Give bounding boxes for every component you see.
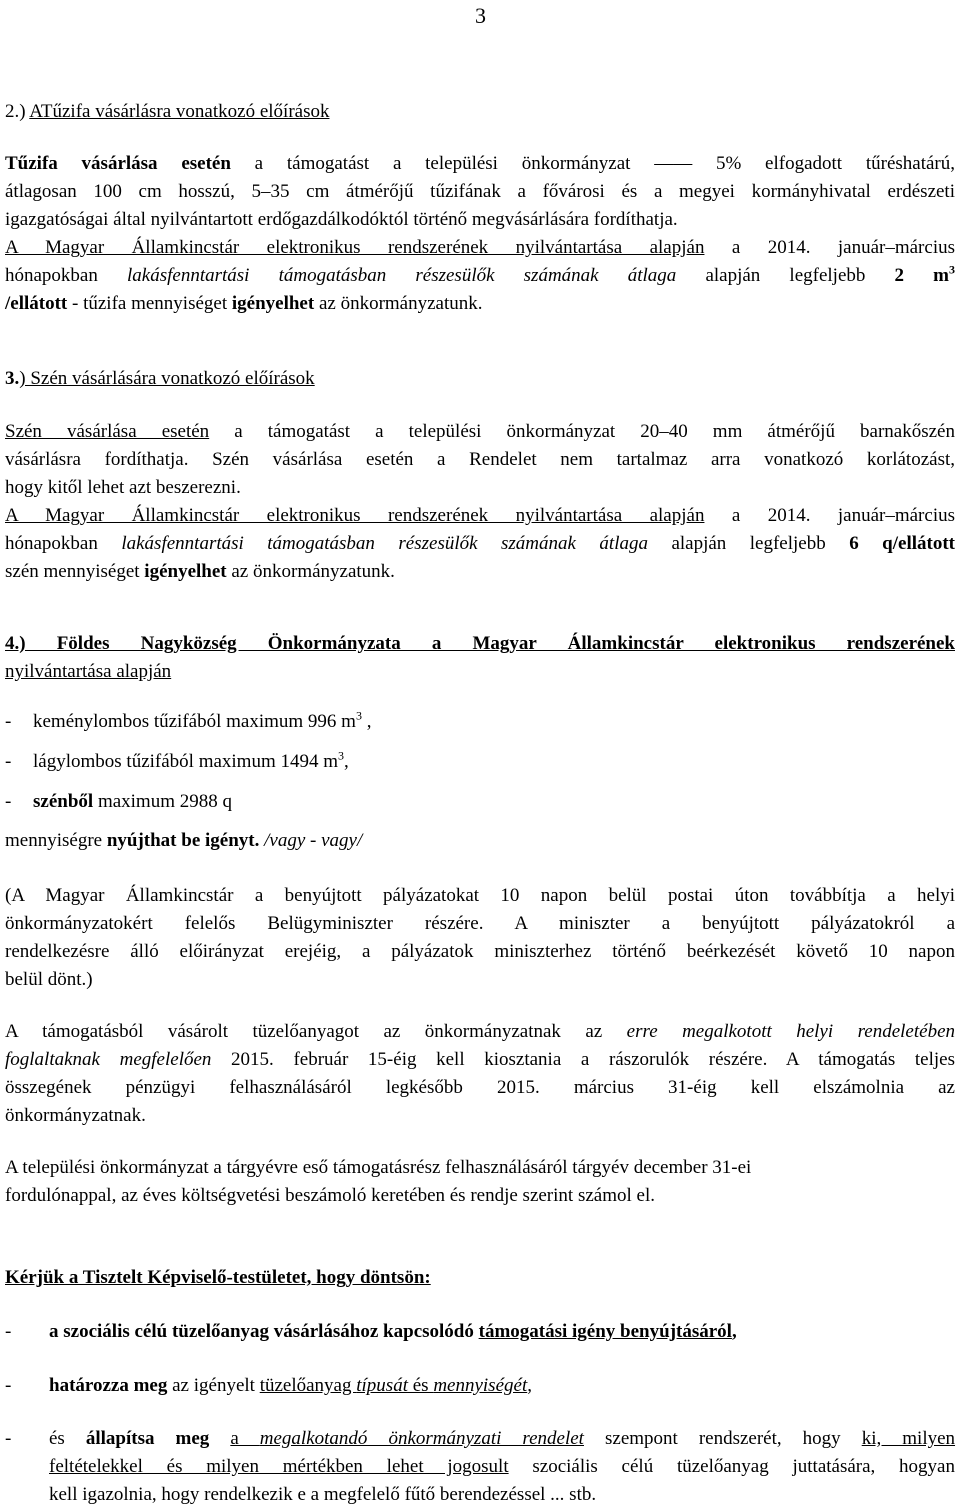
list-item: - keménylombos tűzifából maximum 996 $m^3$ , — [5, 708, 372, 732]
request-item-3 — [5, 1425, 955, 1509]
claim-line: mennyiségre nyújthat be igényt. /vagy - vagy/ — [5, 830, 363, 851]
request-item-2 — [5, 1372, 955, 1400]
section-2-heading: 2.) ATűzifa vásárlásra vonatkozó előírások — [5, 101, 330, 122]
list-item: - és állapítsa meg a megalkotandó önkormányzati rendelet szempont rendszerét, hogy ki, milyen feltételekkel és milyen mértékben lehet jogosult szociális célú tüzelőanyag juttatására, hogyan kell igazolnia, hogy rendelkezik e a megfelelő fűtő berendezéssel ... stb. — [5, 1428, 956, 1505]
list-item: - szénből maximum 2988 q — [5, 791, 232, 812]
section-2-title: ATűzifa vásárlásra vonatkozó előírások — [29, 101, 330, 122]
section-3-heading: 3.) Szén vásárlására vonatkozó előírások — [5, 368, 315, 389]
section-3-paragraph: Szén vásárlása esetén a támogatást a települési önkormányzat 20–40 mm átmérőjű barnakőszén vásárlásra fordíthatja. Szén vásárlása esetén a Rendelet nem tartalmaz arra vonatkozó korlátozást, hogy kitől lehet azt beszerezni. A Magyar Államkincstár elektronikus rendszerének nyilvántartása alapján a 2014. január–március hónapokban lakásfenntartási támogatásban részesülők számának átlaga alapján legfeljebb 6 q/ellátott szén mennyiséget igényelhet az önkormányzatunk. — [5, 421, 955, 582]
page-number: 3 — [475, 3, 486, 28]
list-item: - határozza meg az igényelt tüzelőanyag típusát és mennyiségét, — [5, 1375, 532, 1396]
section-4-heading: 4.) Földes Nagyközség Önkormányzata a Magyar Államkincstár elektronikus rendszerének nyilvántartása alapján — [5, 633, 955, 682]
parenthetical-paragraph: (A Magyar Államkincstár a benyújtott pályázatokat 10 napon belül postai úton továbbítja a helyi önkormányzatokért felelős Belügyminiszter részére. A miniszter a benyújtott pályázatokról a rendelkezésre álló előirányzat erejéig, a pályázatok miniszterhez történő beérkezését követő 10 napon belül dönt.) — [5, 885, 955, 990]
section-3-title: ) Szén vásárlására vonatkozó előírások — [19, 368, 315, 389]
distribution-paragraph: A támogatásból vásárolt tüzelőanyagot az önkormányzatnak az erre megalkotott helyi rendeletében foglaltaknak megfelelően 2015. február 15-éig kell kiosztania a rászorulók részére. A támogatás teljes összegének pénzügyi felhasználásáról legkésőbb 2015. március 31-éig kell elszámolnia az önkormányzatnak. — [5, 1021, 955, 1126]
request-item-1 — [5, 1318, 955, 1346]
quantity-list-2 — [5, 748, 955, 776]
reporting-paragraph: A települési önkormányzat a tárgyévre eső támogatásrész felhasználásáról tárgyév december 31-ei fordulónappal, az éves költségvetési beszámoló keretében és rendje szerint számol el. — [5, 1157, 752, 1206]
list-item: - a szociális célú tüzelőanyag vásárlásához kapcsolódó támogatási igény benyújtásáról, — [5, 1321, 737, 1342]
list-item: - lágylombos tűzifából maximum 1494 $m^3$, — [5, 748, 349, 772]
request-heading: Kérjük a Tisztelt Képviselő-testületet, hogy döntsön: — [5, 1267, 431, 1288]
section-2-paragraph-1: Tűzifa vásárlása esetén a támogatást a települési önkormányzat —— 5% elfogadott tűréshatárú, átlagosan 100 cm hosszú, 5–35 cm átmérőjű tűzifának a fővárosi és a megyei kormányhivatal erdészeti igazgatóságai által nyilvántartott erdőgazdálkodóktól történő megvásárlására fordíthatja. A Magyar Államkincstár elektronikus rendszerének nyilvántartása alapján a 2014. január–március hónapokban lakásfenntartási támogatásban részesülők számának átlaga alapján legfeljebb 2 $m^3$ /ellátott - tűzifa mennyiséget igényelhet az önkormányzatunk. — [5, 153, 956, 314]
quantity-list-3 — [5, 788, 955, 816]
quantity-list — [5, 708, 955, 736]
